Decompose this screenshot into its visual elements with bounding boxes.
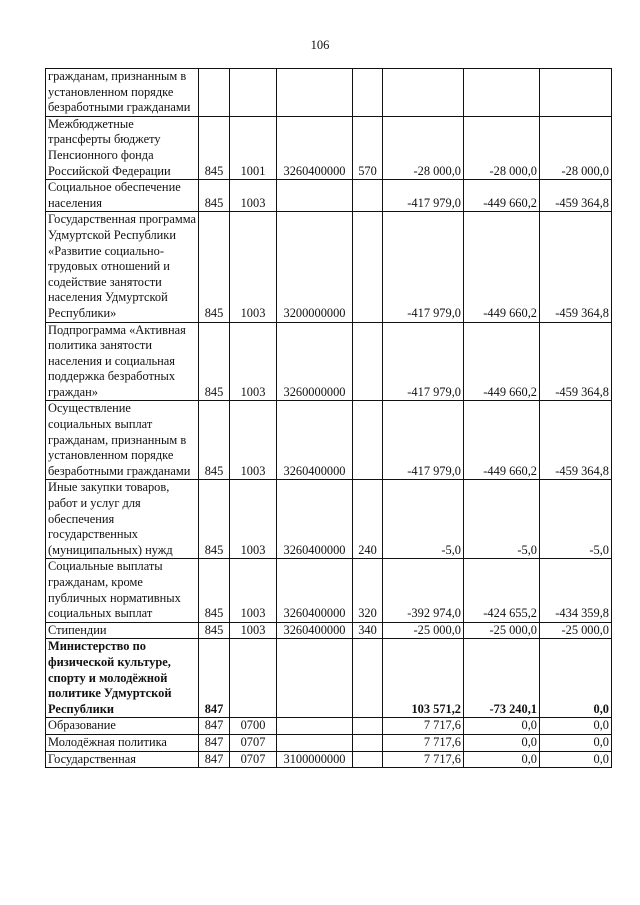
amount-year1-cell: -417 979,0: [383, 322, 464, 401]
amount-year2-cell: 0,0: [464, 751, 540, 768]
table-row: [46, 180, 612, 212]
admin-code-cell: 847: [199, 718, 230, 735]
target-article-cell: 3260400000: [277, 622, 353, 639]
amount-year3-cell: -25 000,0: [540, 622, 612, 639]
table-row: [46, 116, 612, 179]
amount-year3-cell: 0,0: [540, 751, 612, 768]
row-name-cell: Государственная: [46, 751, 199, 768]
section-code-cell: [230, 69, 277, 117]
amount-year1-cell: 7 717,6: [383, 718, 464, 735]
section-code-cell: 1003: [230, 212, 277, 322]
row-name-cell: Молодёжная политика: [46, 734, 199, 751]
table-row: [46, 401, 612, 480]
expense-type-cell: [353, 751, 383, 768]
admin-code-cell: 845: [199, 212, 230, 322]
target-article-cell: [277, 718, 353, 735]
amount-year2-cell: -73 240,1: [464, 639, 540, 718]
expense-type-cell: [353, 322, 383, 401]
amount-year2-cell: -449 660,2: [464, 322, 540, 401]
section-code-cell: 1003: [230, 322, 277, 401]
admin-code-cell: 845: [199, 180, 230, 212]
amount-year3-cell: -459 364,8: [540, 322, 612, 401]
table-row: [46, 480, 612, 559]
table-row: [46, 559, 612, 622]
amount-year1-cell: -417 979,0: [383, 180, 464, 212]
table-row: [46, 751, 612, 768]
table-row: [46, 69, 612, 117]
section-code-cell: 0707: [230, 751, 277, 768]
target-article-cell: [277, 69, 353, 117]
expense-type-cell: [353, 212, 383, 322]
table-body: [46, 69, 612, 768]
admin-code-cell: 845: [199, 622, 230, 639]
table-row: [46, 718, 612, 735]
row-name-cell: Подпрограмма «Активная политика занятости населения и социальная поддержка безработных граждан»: [46, 322, 199, 401]
table-row: [46, 734, 612, 751]
amount-year1-cell: -25 000,0: [383, 622, 464, 639]
amount-year1-cell: -417 979,0: [383, 401, 464, 480]
amount-year1-cell: 7 717,6: [383, 751, 464, 768]
section-code-cell: 1003: [230, 622, 277, 639]
table-row: [46, 322, 612, 401]
amount-year3-cell: -5,0: [540, 480, 612, 559]
section-code-cell: 1003: [230, 559, 277, 622]
admin-code-cell: 847: [199, 639, 230, 718]
amount-year3-cell: -459 364,8: [540, 212, 612, 322]
expense-type-cell: 340: [353, 622, 383, 639]
target-article-cell: 3200000000: [277, 212, 353, 322]
section-code-cell: 1001: [230, 116, 277, 179]
amount-year3-cell: -434 359,8: [540, 559, 612, 622]
amount-year2-cell: -5,0: [464, 480, 540, 559]
section-code-cell: 1003: [230, 401, 277, 480]
section-code-cell: 0700: [230, 718, 277, 735]
section-code-cell: 1003: [230, 180, 277, 212]
amount-year1-cell: 7 717,6: [383, 734, 464, 751]
budget-table: [45, 68, 612, 768]
target-article-cell: 3260400000: [277, 116, 353, 179]
admin-code-cell: 845: [199, 559, 230, 622]
amount-year3-cell: 0,0: [540, 734, 612, 751]
admin-code-cell: 845: [199, 116, 230, 179]
amount-year3-cell: -459 364,8: [540, 401, 612, 480]
amount-year1-cell: -28 000,0: [383, 116, 464, 179]
expense-type-cell: 240: [353, 480, 383, 559]
row-name-cell: Стипендии: [46, 622, 199, 639]
expense-type-cell: 570: [353, 116, 383, 179]
expense-type-cell: 320: [353, 559, 383, 622]
table-row: [46, 622, 612, 639]
admin-code-cell: 847: [199, 751, 230, 768]
amount-year2-cell: 0,0: [464, 734, 540, 751]
amount-year3-cell: -459 364,8: [540, 180, 612, 212]
amount-year2-cell: 0,0: [464, 718, 540, 735]
row-name-cell: Иные закупки товаров, работ и услуг для обеспечения государственных (муниципальных) нужд: [46, 480, 199, 559]
amount-year1-cell: -392 974,0: [383, 559, 464, 622]
admin-code-cell: [199, 69, 230, 117]
amount-year2-cell: [464, 69, 540, 117]
admin-code-cell: 845: [199, 322, 230, 401]
amount-year3-cell: 0,0: [540, 639, 612, 718]
section-code-cell: 1003: [230, 480, 277, 559]
amount-year3-cell: 0,0: [540, 718, 612, 735]
amount-year2-cell: -449 660,2: [464, 180, 540, 212]
target-article-cell: 3100000000: [277, 751, 353, 768]
target-article-cell: 3260400000: [277, 401, 353, 480]
amount-year1-cell: -417 979,0: [383, 212, 464, 322]
row-name-cell: Социальные выплаты гражданам, кроме публичных нормативных социальных выплат: [46, 559, 199, 622]
amount-year3-cell: -28 000,0: [540, 116, 612, 179]
target-article-cell: [277, 734, 353, 751]
amount-year1-cell: 103 571,2: [383, 639, 464, 718]
row-name-cell: Государственная программа Удмуртской Республики «Развитие социально-трудовых отношений и содействие занятости населения Удмуртской Республики»: [46, 212, 199, 322]
expense-type-cell: [353, 180, 383, 212]
amount-year3-cell: [540, 69, 612, 117]
table-row: [46, 212, 612, 322]
amount-year2-cell: -449 660,2: [464, 212, 540, 322]
admin-code-cell: 847: [199, 734, 230, 751]
amount-year2-cell: -25 000,0: [464, 622, 540, 639]
amount-year2-cell: -449 660,2: [464, 401, 540, 480]
row-name-cell: Министерство по физической культуре, спорту и молодёжной политике Удмуртской Республики: [46, 639, 199, 718]
row-name-cell: Межбюджетные трансферты бюджету Пенсионного фонда Российской Федерации: [46, 116, 199, 179]
expense-type-cell: [353, 401, 383, 480]
amount-year1-cell: -5,0: [383, 480, 464, 559]
expense-type-cell: [353, 69, 383, 117]
table-row: [46, 639, 612, 718]
target-article-cell: 3260400000: [277, 480, 353, 559]
section-code-cell: 0707: [230, 734, 277, 751]
amount-year1-cell: [383, 69, 464, 117]
admin-code-cell: 845: [199, 480, 230, 559]
page-number: 106: [310, 38, 330, 52]
expense-type-cell: [353, 639, 383, 718]
row-name-cell: Социальное обеспечение населения: [46, 180, 199, 212]
target-article-cell: 3260000000: [277, 322, 353, 401]
amount-year2-cell: -424 655,2: [464, 559, 540, 622]
section-code-cell: [230, 639, 277, 718]
admin-code-cell: 845: [199, 401, 230, 480]
expense-type-cell: [353, 734, 383, 751]
row-name-cell: Образование: [46, 718, 199, 735]
target-article-cell: [277, 639, 353, 718]
row-name-cell: Осуществление социальных выплат гражданам, признанным в установленном порядке безработными гражданами: [46, 401, 199, 480]
amount-year2-cell: -28 000,0: [464, 116, 540, 179]
expense-type-cell: [353, 718, 383, 735]
target-article-cell: 3260400000: [277, 559, 353, 622]
target-article-cell: [277, 180, 353, 212]
row-name-cell: гражданам, признанным в установленном порядке безработными гражданами: [46, 69, 199, 117]
